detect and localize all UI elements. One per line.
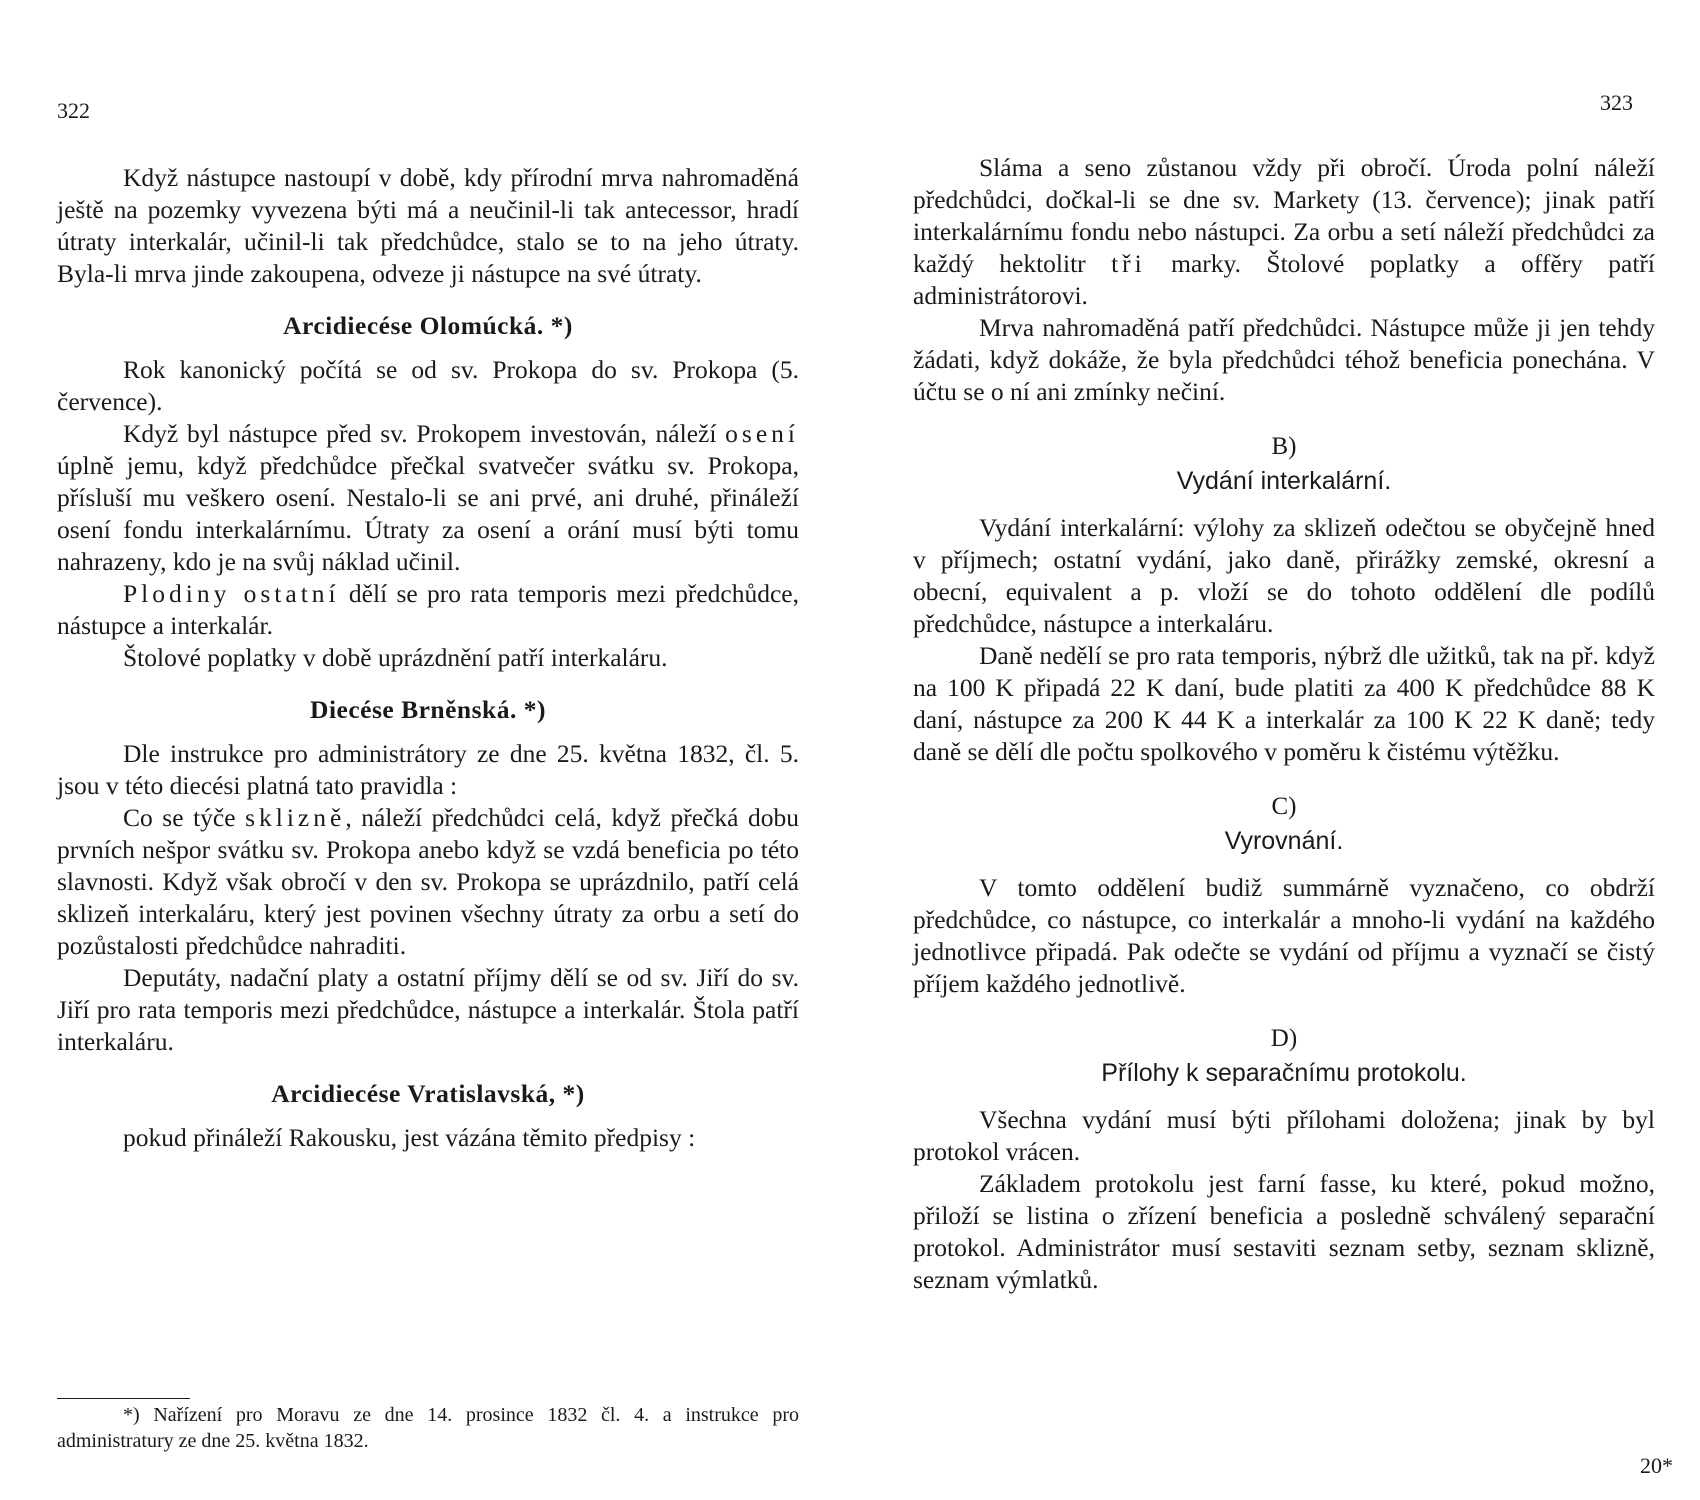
paragraph: Štolové poplatky v době uprázdnění patří interkaláru. [123,643,668,672]
footnote-rule [57,1398,190,1399]
spaced-term: sklizně [245,803,346,832]
paragraph: Daně nedělí se pro rata temporis, nýbrž dle užitků, tak na př. když na 100 K připadá 22 K daní, bude platiti za 400 K předchůdce 88 K daní, nástupce za 200 K 44 K a interkalár za 100 K 22 K daně; tedy daně se dělí dle počtu spolkového v poměru k čistému výtěžku. [913,641,1655,766]
spaced-term: Plodiny ostatní [123,579,340,608]
paragraph: Co se týče sklizně, náleží předchůdci celá, když přečká dobu prvních nešpor svátku sv. Prokopa anebo když se vzdá beneficia po této slavnosti. Když však obročí v den sv. Prokopa se uprázdnilo, patří celá sklizeň interkaláru, který jest povinen všechny útraty za orbu a setí do pozůstalosti předchůdce nahraditi. [57,803,799,960]
paragraph: Když nástupce nastoupí v době, kdy přírodní mrva nahromaděná ještě na pozemky vyvezena býti má a neučinil-li tak antecessor, hradí útraty interkalár, učinil-li tak předchůdce, stalo se to na jeho útraty. Byla-li mrva jinde zakoupena, odveze ji nástupce na své útraty. [57,163,799,288]
right-page [850,0,1700,1500]
right-text-column [913,152,1655,1296]
section-letter-b: B) [1271,433,1297,460]
section-title-c: Vyrovnání. [1224,827,1344,855]
page-number: 323 [1600,90,1633,115]
section-heading-brno: Diecése Brněnská. *) [310,695,546,724]
section-title-d: Přílohy k separačnímu protokolu. [1101,1059,1467,1087]
paragraph: pokud přináleží Rakousku, jest vázána těmito předpisy : [123,1123,696,1152]
paragraph: Když byl nástupce před sv. Prokopem investován, náleží osení úplně jemu, když předchůdce přečkal svatvečer svátku sv. Prokopa, přísluší mu veškero osení. Nestalo-li se ani prvé, ani druhé, přináleží osení fondu interkalárnímu. Útraty za osení a orání musí býti tomu nahrazeny, kdo je na svůj náklad učinil. [57,419,799,576]
paragraph: V tomto oddělení budiž summárně vyznačeno, co obdrží předchůdce, co nástupce, co interkalár a mnoho-li vydání na každého jednotlivce připadá. Pak odečte se vydání od příjmu a vyznačí se čistý příjem každého jednotlivě. [913,873,1655,998]
paragraph: Plodiny ostatní dělí se pro rata temporis mezi předchůdce, nástupce a interkalár. [57,579,799,640]
printer-signature: 20* [1640,1453,1673,1478]
paragraph: Rok kanonický počítá se od sv. Prokopa do sv. Prokopa (5. července). [57,355,799,416]
section-title-b: Vydání interkalární. [1176,467,1392,495]
paragraph: Mrva nahromaděná patří předchůdci. Nástupce může ji jen tehdy žádati, když dokáže, že byla předchůdci téhož beneficia ponechána. V účtu se o ní ani zmínky nečiní. [913,313,1655,406]
paragraph: Základem protokolu jest farní fasse, ku které, pokud možno, přiloží se listina o zřízení beneficia a posledně schválený separační protokol. Administrátor musí sestaviti seznam setby, seznam sklizně, seznam výmlatků. [913,1169,1655,1294]
paragraph: Deputáty, nadační platy a ostatní příjmy dělí se od sv. Jiří do sv. Jiří pro rata temporis mezi předchůdce, nástupce a interkalár. Štola patří interkaláru. [57,963,799,1056]
spaced-term: osení [725,419,799,448]
section-heading-olomouc: Arcidiecése Olomúcká. *) [283,311,573,340]
paragraph: Vydání interkalární: výlohy za sklizeň odečtou se obyčejně hned v příjmech; ostatní vydání, jako daně, přirážky zemské, okresní a obecní, equivalent a p. vloží se do tohoto oddělení dle podílů předchůdce, nástupce a interkaláru. [913,513,1655,638]
left-text-column [57,162,799,1154]
paragraph: Sláma a seno zůstanou vždy při obročí. Úroda polní náleží předchůdci, dočkal-li se dne sv. Markety (13. července); jinak patří interkalárnímu fondu nebo nástupci. Za orbu a setí náleží předchůdci za každý hektolitr tři marky. Štolové poplatky a offěry patří administrátorovi. [913,153,1655,310]
page-number: 322 [57,98,90,123]
section-heading-vratislav: Arcidiecése Vratislavská, *) [271,1079,585,1108]
section-letter-d: D) [1270,1025,1298,1052]
paragraph: Dle instrukce pro administrátory ze dne 25. května 1832, čl. 5. jsou v této diecési platná tato pravidla : [57,739,799,800]
section-letter-c: C) [1271,793,1297,820]
footnote: *) Nařízení pro Moravu ze dne 14. prosince 1832 čl. 4. a instrukce pro administratury ze dne 25. května 1832. [57,1404,799,1452]
spaced-term: tři [1111,249,1146,278]
paragraph: Všechna vydání musí býti přílohami doložena; jinak by byl protokol vrácen. [913,1105,1655,1166]
